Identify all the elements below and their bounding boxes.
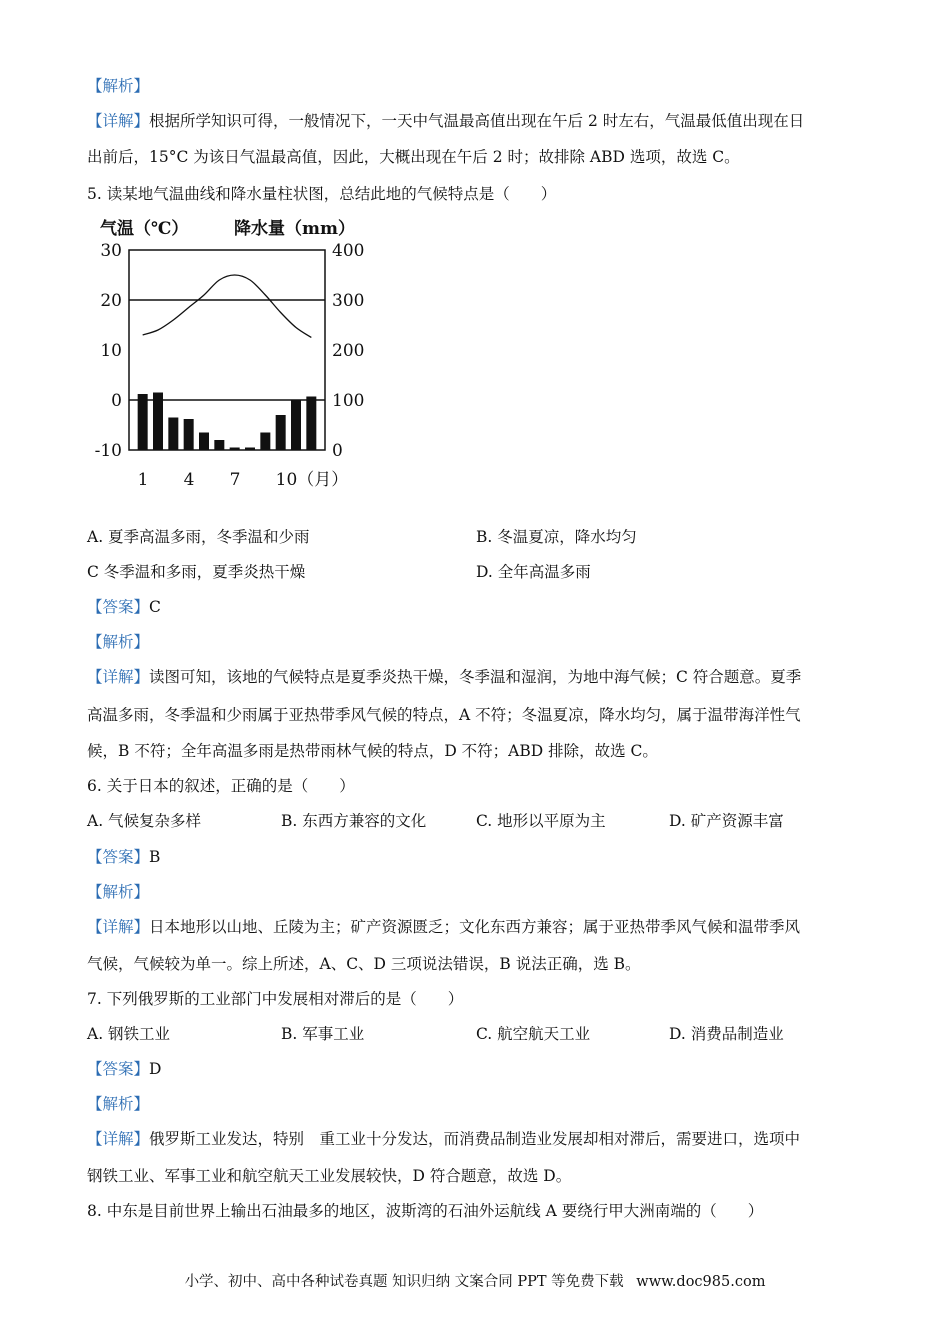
- temperature-axis-title: 气温（℃）: [100, 219, 189, 239]
- precipitation-bar-month-6: [214, 440, 224, 450]
- precipitation-tick-label: 400: [332, 241, 365, 261]
- precipitation-bar-month-9: [260, 433, 270, 451]
- precipitation-axis-title: 降水量（mm）: [234, 219, 355, 239]
- precipitation-bar-month-5: [199, 433, 209, 451]
- q6-option-c[interactable]: C. 地形以平原为主: [476, 812, 606, 830]
- precipitation-bar-month-7: [230, 448, 240, 451]
- month-tick-label: 1: [137, 470, 149, 490]
- precipitation-tick-label: 100: [332, 391, 365, 411]
- temperature-tick-label: 10: [100, 341, 122, 361]
- q6-detail-line: 气候，气候较为单一。综上所述，A、C、D 三项说法错误，B 说法正确，选 B。: [87, 955, 641, 973]
- month-tick-label: 4: [183, 470, 195, 490]
- q7-detail-line: 【详解】俄罗斯工业发达，特别 重工业十分发达，而消费品制造业发展却相对滞后，需要进口，选项中: [87, 1130, 801, 1148]
- question-5: 5. 读某地气温曲线和降水量柱状图，总结此地的气候特点是（ ）: [87, 185, 557, 203]
- climate-chart: [92, 212, 382, 502]
- precipitation-tick-label: 0: [332, 441, 343, 461]
- q5-option-b[interactable]: B. 冬温夏凉，降水均匀: [476, 528, 637, 546]
- q6-analysis-heading: 【解析】: [87, 883, 150, 901]
- q5-detail-line: 高温多雨，冬季温和少雨属于亚热带季风气候的特点，A 不符；冬温夏凉，降水均匀，属于温带海洋性气: [87, 706, 801, 724]
- q5-answer: 【答案】C: [87, 598, 161, 616]
- precipitation-bar-month-12: [306, 397, 316, 451]
- q6-option-d[interactable]: D. 矿产资源丰富: [669, 812, 784, 830]
- detail-line: 出前后，15°C 为该日气温最高值，因此，大概出现在午后 2 时；故排除 ABD 选项，故选 C。: [87, 148, 740, 166]
- question-7: 7. 下列俄罗斯的工业部门中发展相对滞后的是（ ）: [87, 990, 464, 1008]
- q5-analysis-heading: 【解析】: [87, 633, 150, 651]
- precipitation-bar-month-2: [153, 393, 163, 451]
- q5-option-a[interactable]: A. 夏季高温多雨，冬季温和少雨: [87, 528, 310, 546]
- precipitation-bar-month-1: [138, 394, 148, 450]
- temperature-tick-label: 30: [100, 241, 122, 261]
- temperature-tick-label: 20: [100, 291, 122, 311]
- analysis-heading-q4: 【解析】: [87, 77, 150, 95]
- precipitation-tick-label: 300: [332, 291, 365, 311]
- q6-option-b[interactable]: B. 东西方兼容的文化: [281, 812, 427, 830]
- q7-option-d[interactable]: D. 消费品制造业: [669, 1025, 784, 1043]
- q5-detail-line: 候，B 不符；全年高温多雨是热带雨林气候的特点，D 不符；ABD 排除，故选 C。: [87, 742, 658, 760]
- precipitation-bar-month-10: [276, 415, 286, 450]
- q7-option-b[interactable]: B. 军事工业: [281, 1025, 365, 1043]
- precipitation-tick-label: 200: [332, 341, 365, 361]
- precipitation-bar-month-3: [168, 418, 178, 451]
- month-tick-label: 10（月）: [275, 470, 349, 490]
- question-8: 8. 中东是目前世界上输出石油最多的地区，波斯湾的石油外运航线 A 要绕行甲大洲南端的（ ）: [87, 1202, 764, 1220]
- footer-text: 小学、初中、高中各种试卷真题 知识归纳 文案合同 PPT 等免费下载: [184, 1274, 624, 1290]
- q7-option-a[interactable]: A. 钢铁工业: [87, 1025, 171, 1043]
- detail-line: 【详解】根据所学知识可得，一般情况下，一天中气温最高值出现在午后 2 时左右，气温最低值出现在日: [87, 112, 805, 130]
- temperature-tick-label: 0: [111, 391, 122, 411]
- q6-answer: 【答案】B: [87, 848, 161, 866]
- footer-link[interactable]: www.doc985.com: [636, 1274, 766, 1290]
- temperature-tick-label: -10: [94, 441, 122, 461]
- precipitation-bar-month-8: [245, 448, 255, 451]
- q7-analysis-heading: 【解析】: [87, 1095, 150, 1113]
- page-footer: [0, 1270, 950, 1291]
- q7-detail-line: 钢铁工业、军事工业和航空航天工业发展较快，D 符合题意，故选 D。: [87, 1167, 572, 1185]
- q5-option-d[interactable]: D. 全年高温多雨: [476, 563, 591, 581]
- q7-option-c[interactable]: C. 航空航天工业: [476, 1025, 591, 1043]
- q6-option-a[interactable]: A. 气候复杂多样: [87, 812, 202, 830]
- month-tick-label: 7: [229, 470, 241, 490]
- q6-detail-line: 【详解】日本地形以山地、丘陵为主；矿产资源匮乏；文化东西方兼容；属于亚热带季风气候和温带季风: [87, 918, 801, 936]
- q5-detail-line: 【详解】读图可知，该地的气候特点是夏季炎热干燥，冬季温和湿润，为地中海气候；C 符合题意。夏季: [87, 668, 802, 686]
- precipitation-bar-month-4: [184, 419, 194, 450]
- precipitation-bar-month-11: [291, 400, 301, 450]
- q5-option-c[interactable]: C 冬季温和多雨，夏季炎热干燥: [87, 563, 306, 581]
- q7-answer: 【答案】D: [87, 1060, 162, 1078]
- temperature-curve: [143, 275, 312, 338]
- question-6: 6. 关于日本的叙述，正确的是（ ）: [87, 777, 355, 795]
